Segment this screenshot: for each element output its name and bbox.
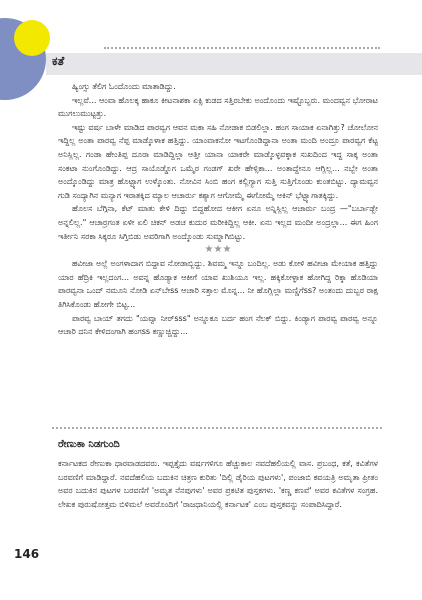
author-bio-text: ಕರ್ನಾಟಕದ ರೇಣುಕಾ ಧಾರವಾಡದವರು. ಇಪ್ಪತ್ತೈದು ವರ್ಷಗಳಿಗೂ ಹೆಚ್ಚುಕಾಲ ನವದೆಹಲಿಯಲ್ಲಿ ವಾಸ. ಪ್ರಬಂಧ, ಕತೆ, ಕವಿತೆಗಳ ಬರವಣಿಗೆ ಮಾಡಿದ್ದಾರೆ. ನವದೆಹಲಿಯ ಬದುಕಿನ ಚಿತ್ರಣ ಕುರಿತು 'ದಿಲ್ಲಿ ಡೈರಿಯ ಪುಟಗಳು', ಪಂಜಾಬಿ ಕವಯತ್ರಿ ಅಮೃತಾ ಪ್ರೀತಂ ಅವರ ಬದುಕಿನ ಪುಟಗಳ ಬರವಣಿಗೆ 'ಅಮೃತ ನೆನಪುಗಳು' ಅವರ ಪ್ರಕಟಿತ ಪುಸ್ತಕಗಳು. 'ಕಣ್ಣ ಕಣವೆ' ಅವರ ಕವಿತೆಗಳ ಸಂಗ್ರಹ. ಲೇಖಕ ಪುರುಷೋತ್ತಮ ಬಿಳಿಮಲೆ ಅವರೊಂದಿಗೆ 'ರಾಜಧಾನಿಯಲ್ಲಿ ಕರ್ನಾಟಕ' ಎಂಬ ಪುಸ್ತಕವನ್ನು ಸಂಪಾದಿಸಿದ್ದಾರೆ. <box>58 459 378 509</box>
story-paragraph: ಹೊಲಸ ಬೆಗ್ಗಿನಾ, ಕೆಟ್ ಮಾತು ಕೇಳಿ ದಿದ್ದು ಬಿದ್ದಹೋದ ಆಕೀಗ ಏನೂ ಅನ್ನಿಸ್ಲಿಲ್ಲ ಆಚಾರ್ರು ಬಂದ್ರ —"ಬರ್ಬಾಡ್ಬೇ ಅನ್ನಲಿಲ್ಲ." ಆಚಾರ್ರಗಂತ ಏಳೀ ಏಲಿ ಚಿಕನ್ ಅಡಚ ಕುದುರ ಮರೀಕಿದ್ದಿಲ್ಲ ಆಕೀ. ಏನು ಇಲ್ಲದ ಮಂದೀ ಅಂದ್ರಲ್ಲಾ... ಈಗ ಹಿಂಗ ಇರ್ತೀನಿ ಸರಕಾ ಸಿಕ್ಕರೂ ಸಿಗ್ತಿಬಿಡು ಅವರಿಗಾಗಿ ಅಂದ್ಕೊಂಡು ಸುಮ್ನಾಗಿಬಿಟ್ಟು. <box>58 204 378 241</box>
top-dotted-divider <box>104 47 380 49</box>
story-paragraph: ಪಾರವ್ವ ಬಾಯ್ ತಗದು "ಯವ್ವಾ ನೀರ್‌sss" ಅನ್ನೂಕೂ ಬರ್ದ ಹಂಗ ನೆಲಕ್ ಬಿದ್ದು. ಕಿಂಡ್ಯಾಗ ಪಾರವ್ವ ಪಾರವ್ವ ಅನ್ನೂ ಆಚಾರಿ ದನಿನ ಕೇಳಿದಂಗಾಗಿ ಹಂಗss ಕಣ್ಣುಚ್ಚಿದ್ದು... <box>58 313 378 337</box>
story-body <box>58 80 378 339</box>
story-paragraph: ಇಲ್ಲವೆ... ಆಂವಾ ಹೊಲಕ್ಕ ಹಾಕೂ ಕೀಟನಾಶಕಾ ಏಕ್ಸಿ ಕುಡದ ಸತ್ತಿರಬೇಕು ಅಂದೊಂದು ಇಷ್ಟೊಬ್ಬರು. ಮಂದವ್ವನ ಭೋರಾಟ ಮುಗಲುಮುಟ್ಟತ್ತು. <box>58 95 378 119</box>
story-paragraph: ಹ್ಯಿಂಗ್ಸು ತೆಲಿಗ ಓಂದೊಂದು ಮಾತಾಡಿದ್ದು. <box>72 82 176 91</box>
author-bio-title: ರೇಣುಕಾ ನಿಡಗುಂದಿ <box>58 439 120 450</box>
section-divider-stars: ★★★ <box>204 244 232 256</box>
header-band <box>46 53 422 75</box>
decorative-yellow-circle <box>14 20 50 56</box>
story-paragraph: ಇಷ್ಟು ವರ್ಷ ಬಾಳೇ ಮಾಡಿದ ಪಾರವ್ವಗ ಆವನ ಮಕಾ ಸಹಿ ನೋಡಾಕ ಬಿಡಲಿಲ್ಲಾ. ಹಂಗ ಸಾಯಾಕ ಏನಾಗಿತ್ತು? ಚೋಲೋನ ಇದ್ದಿಲ್ಲ ಅಂತಾ ಪಾರವ್ವ ನೆಪ್ಪ ಮಾಡ್ಕೊಳಾಕ ಹತ್ತಿದ್ದು. ಯಾಂವಾಕನೋ ಇಟಗೊಂಡಿದ್ದಾನಾ ಅಂತಾ ಮಂದಿ ಅಂದ್ರೂ ಪಾರವ್ವಗ ಕೆಟ್ಟ ಅನಿಸ್ಲಿಲ್ಲ. ಗಂಡಾ ಹೇಂತಿಪ್ಪ ದೂರಾ ಮಾಡಿದ್ದಿಲ್ಲಾ ಆತ್ತೀ ಯಾನಾ ಯಾಕರೇ ಮಾಡ್ಕೊಳ್ಳವಕ್ಕಾಕ ಸುಖದಿಂದ ಇದ್ದ ಸಾಕ್ಕ ಅಂತಾ ಸಂಕಟಾ ನುಂಗೊಂಡಿದ್ದು. ಆದ್ರ ಸಾಯೊಡ್ಡೊಗ ಒಮ್ಮೆರ ಗಂಡಗ್ ಖರೇ ಹೇಳ್ಸಿಕಾ... ಅಂತಾದ್ದೇನೂ ಆಗ್ಲಿಲ್ಲ... ನಬ್ಬೇ ಅಂತಾ ಅಂದ್ಕೊಂಡಿದ್ದು ಮಾತ್ರ ಹೊಟ್ಟ್ಯಾಗ ಉಳ್ಕೊಂತು. ನೋವಿನ ಸಿಂಬಿ ಹಂಗ ಕಲ್ಲಿಗ್ಯಾಗ ಸುತ್ತಿ ಸುತ್ತಿಗೊಂಡು ಕುಂತಬಿಟ್ಟು. ದ್ಯಾಮವ್ವನ ಗುಡಿ ಸಂದ್ಯಾಗಿನ ಮನ್ಯಾಗ ಇರಾತಕ್ಕಿದ ಮ್ಯಾಲ ಆಚಾರ್ರು ಕಶ್ಯಾಗ ಆಗೋಮ್ಮೆ ಈಗೋಮ್ಮೆ ಆಕಿನ್ ಭೆಟ್ಟ್ಯಾಗಾತಕ್ಕಿದ್ದು. <box>58 122 378 200</box>
bio-dotted-divider <box>52 427 382 429</box>
page-number: 146 <box>14 547 40 561</box>
section-tag: ಕತೆ <box>52 54 65 68</box>
story-paragraph: ಹವೀಜಾ ಅಲ್ಲೆ ಅಂಗಳಾದಾಗ ಬಿದ್ದಾವ ನೋಡಾಬ್ಬಿದ್ದು. ಶಿವಮ್ಮ ಇನ್ನೂ ಬಂದಿಲ್ಲ. ಅಡು ಕೋಳಿ ಹವೀಜಾ ಮೇಯಾಕ ಹತ್ತಿದ್ದು ಯಾರ ಹೆದ್ರಿಕಿ ಇಲ್ಲದಂಗ... ಅವನ್ನ ಹೊಡ್ಯಾಕ ಆಕೀಗೆ ಯಾವ ಖುಶಿಯೂ ಇಲ್ಲ. ಹಕ್ಕಿಕೋಳ್ಳಾಕ ಹೋಗಿದ್ದ ರಿಕ್ಕಾ ಹೊಡಿಯಾ ಪಾರವ್ವನಾ ಒಂದ್ ನಮೂನಿ ನೋಡಿ ಏನ್‌ಬೇss ಆಚಾರಿ ಸತ್ತಾಲ ಮೊನ್ನ... ನೀ ಹೊಗ್ಲಿಲ್ಲಾ ಮಣ್ಣಿಗೆ‌ss? ಅಂತಂದು ದುಬ್ಬರ ರಾಕ್ಷ ತಿಗಿಸಿಕೊಂಡು ಹೋಗೇ ಬಿಟ್ಟ... <box>58 259 378 309</box>
